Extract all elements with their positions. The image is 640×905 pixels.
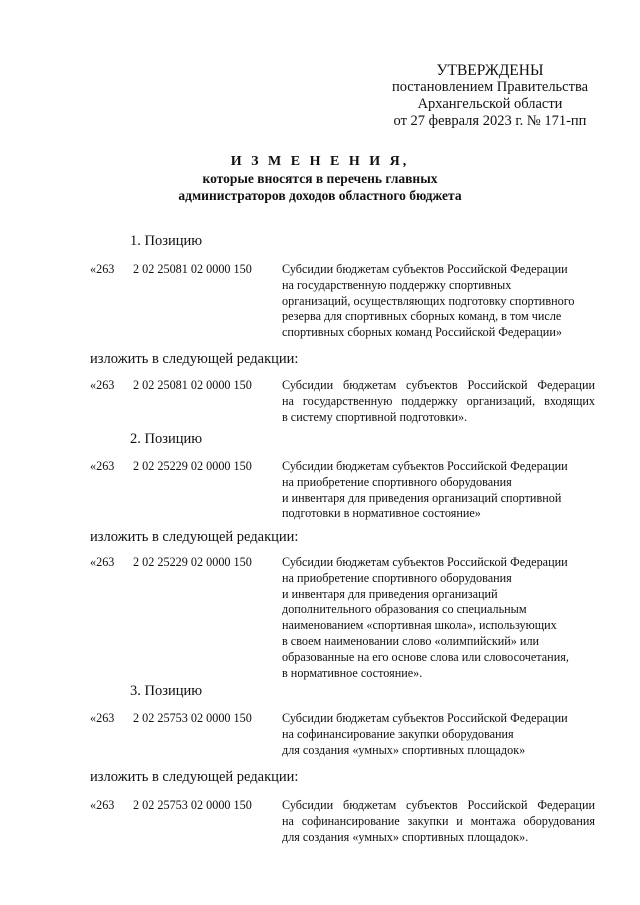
admin-code: «263 [90, 711, 115, 725]
description-line: для создания «умных» спортивных площадок». [282, 829, 529, 844]
description-line: на софинансирование закупки оборудования [282, 726, 514, 741]
admin-code: «263 [90, 555, 115, 569]
description-line: организаций, осуществляющих подготовку спортивного [282, 293, 575, 308]
approval-heading: УТВЕРЖДЕНЫ [436, 62, 544, 79]
description-line: на государственную поддержку спортивных [282, 277, 512, 292]
revenue-description [282, 378, 595, 425]
description-line: на софинансирование закупки и монтажа оборудования [282, 813, 595, 828]
description-line: на приобретение спортивного оборудования [282, 474, 512, 489]
section-heading: 3. Позицию [130, 683, 203, 699]
description-line: Субсидии бюджетам субъектов Российской Федерации [282, 555, 568, 569]
description-line: дополнительного образования со специальным [282, 602, 527, 617]
revenue-code: 2 02 25081 02 0000 150 [133, 378, 252, 392]
description-line: в нормативное состояние». [282, 665, 423, 680]
title-subtitle-line: которые вносятся в перечень главных [202, 171, 438, 186]
description-line: и инвентаря для приведения организаций [282, 586, 498, 601]
description-line: наименованием «спортивная школа», использующих [282, 618, 557, 633]
admin-code: «263 [90, 798, 115, 812]
revenue-description [282, 798, 595, 845]
revenue-description [282, 711, 595, 758]
description-line: для создания «умных» спортивных площадок» [282, 742, 526, 757]
title-subtitle-line: администраторов доходов областного бюджета [178, 188, 462, 203]
instruction-text: изложить в следующей редакции: [90, 351, 299, 367]
approval-line: постановлением Правительства [391, 79, 589, 95]
description-line: образованные на его основе слова или словосочетания, [282, 649, 569, 664]
description-line: Субсидии бюджетам субъектов Российской Федерации [282, 711, 568, 725]
document-title [0, 153, 640, 204]
revenue-description [282, 459, 595, 522]
admin-code: «263 [90, 262, 115, 276]
section-heading: 2. Позицию [130, 431, 203, 447]
description-line: резерва для спортивных сборных команд, в том числе [282, 309, 562, 324]
description-line: Субсидии бюджетам субъектов Российской Федерации [282, 798, 595, 812]
description-line: спортивных сборных команд Российской Федерации» [282, 325, 562, 340]
description-line: и инвентаря для приведения организаций спортивной [282, 490, 562, 505]
description-line: в систему спортивной подготовки». [282, 409, 468, 424]
instruction-text: изложить в следующей редакции: [90, 529, 299, 545]
description-line: Субсидии бюджетам субъектов Российской Федерации [282, 262, 568, 276]
revenue-code: 2 02 25753 02 0000 150 [133, 711, 252, 725]
revenue-code: 2 02 25229 02 0000 150 [133, 459, 252, 473]
description-line: на государственную поддержку организаций, входящих [282, 393, 595, 408]
description-line: подготовки в нормативное состояние» [282, 506, 481, 521]
instruction-text: изложить в следующей редакции: [90, 769, 299, 785]
revenue-code: 2 02 25081 02 0000 150 [133, 262, 252, 276]
section-heading: 1. Позицию [130, 233, 203, 249]
description-line: на приобретение спортивного оборудования [282, 570, 512, 585]
revenue-description [282, 555, 595, 681]
title-main: И З М Е Н Е Н И Я, [230, 154, 410, 169]
approval-stamp [385, 62, 595, 130]
approval-line: от 27 февраля 2023 г. № 171-пп [393, 113, 587, 129]
revenue-code: 2 02 25229 02 0000 150 [133, 555, 252, 569]
admin-code: «263 [90, 459, 115, 473]
description-line: Субсидии бюджетам субъектов Российской Федерации [282, 378, 595, 392]
revenue-description [282, 262, 595, 341]
description-line: Субсидии бюджетам субъектов Российской Федерации [282, 459, 568, 473]
admin-code: «263 [90, 378, 115, 392]
revenue-code: 2 02 25753 02 0000 150 [133, 798, 252, 812]
approval-line: Архангельской области [417, 96, 563, 112]
description-line: в своем наименовании слово «олимпийский» или [282, 633, 540, 648]
